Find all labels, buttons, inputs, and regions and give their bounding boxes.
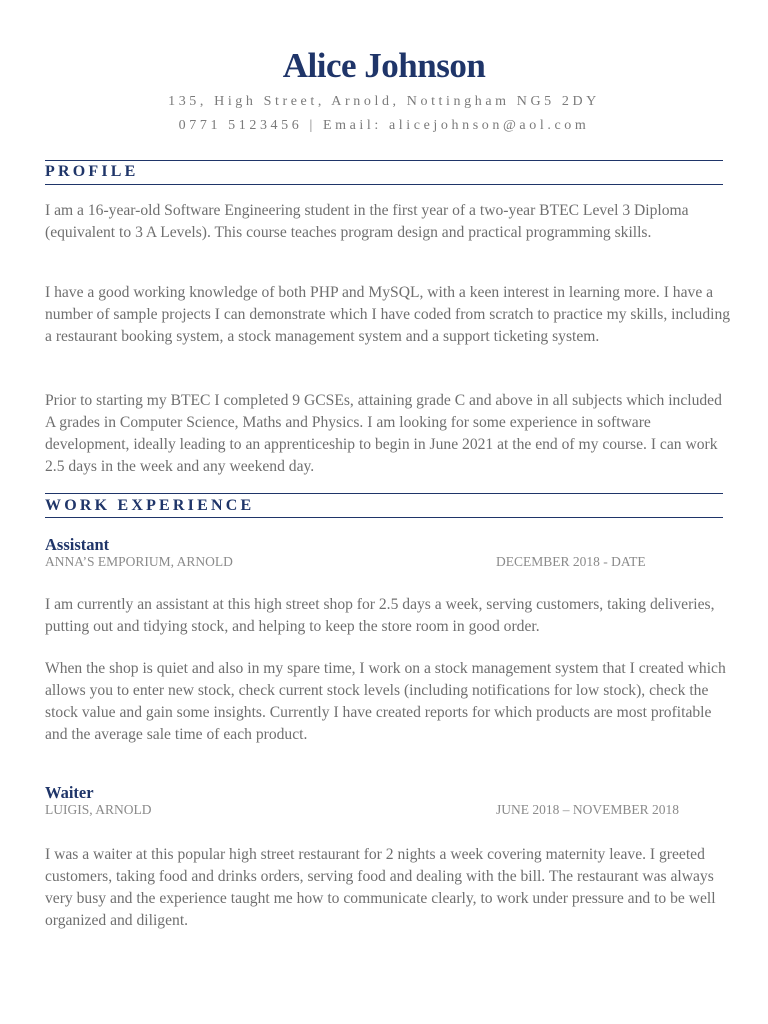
profile-top-rule	[45, 160, 723, 161]
job-description-paragraph: I am currently an assistant at this high street shop for 2.5 days a week, serving customers, taking deliveries, putting out and tidying stock, and helping to keep the store room in good order.	[45, 596, 715, 635]
work-bottom-rule	[45, 517, 723, 518]
work-experience-heading: WORK EXPERIENCE	[45, 497, 255, 514]
profile-paragraph-1: I am a 16-year-old Software Engineering student in the first year of a two-year BTEC Level 3 Diploma (equivalent to 3 A Levels). This course teaches program design and practical programming skills.	[45, 202, 689, 241]
profile-paragraph-2: I have a good working knowledge of both PHP and MySQL, with a keen interest in learning more. I have a number of sample projects I can demonstrate which I have coded from scratch to practice my skills, including a restaurant booking system, a stock management system and a support ticketing system.	[45, 284, 731, 345]
profile-bottom-rule	[45, 184, 723, 185]
job-title-assistant: Assistant	[45, 535, 110, 554]
work-top-rule	[45, 493, 723, 494]
profile-paragraph-3: Prior to starting my BTEC I completed 9 GCSEs, attaining grade C and above in all subjects which included A grades in Computer Science, Maths and Physics. I am looking for some experience in software development, ideally leading to an apprenticeship to begin in June 2021 at the end of my course. I can work 2.5 days in the week and any weekend day.	[45, 392, 722, 475]
contact-phone-email: 0771 5123456 | Email: alicejohnson@aol.com	[178, 118, 590, 133]
profile-heading: PROFILE	[45, 163, 139, 180]
job-description-paragraph: I was a waiter at this popular high street restaurant for 2 nights a week covering maternity leave. I greeted customers, taking food and drinks orders, serving food and dealing with the bill. The restaurant was always very busy and the experience taught me how to communicate clearly, to work under pressure and to be well organized and diligent.	[45, 846, 716, 929]
job-employer: ANNA’S EMPORIUM, ARNOLD	[45, 554, 233, 569]
job-description-paragraph: When the shop is quiet and also in my spare time, I work on a stock management system that I created which allows you to enter new stock, check current stock levels (including notifications for low stock), check the stock value and gain some insights. Currently I have created reports for which products are most profitable and the average sale time of each product.	[45, 660, 726, 743]
job-employer: LUIGIS, ARNOLD	[45, 802, 152, 817]
candidate-name: Alice Johnson	[282, 46, 486, 85]
job-dates: DECEMBER 2018 - DATE	[496, 554, 646, 569]
contact-address: 135, High Street, Arnold, Nottingham NG5 2DY	[168, 94, 600, 109]
job-dates: JUNE 2018 – NOVEMBER 2018	[496, 802, 680, 817]
job-title-waiter: Waiter	[45, 783, 94, 802]
